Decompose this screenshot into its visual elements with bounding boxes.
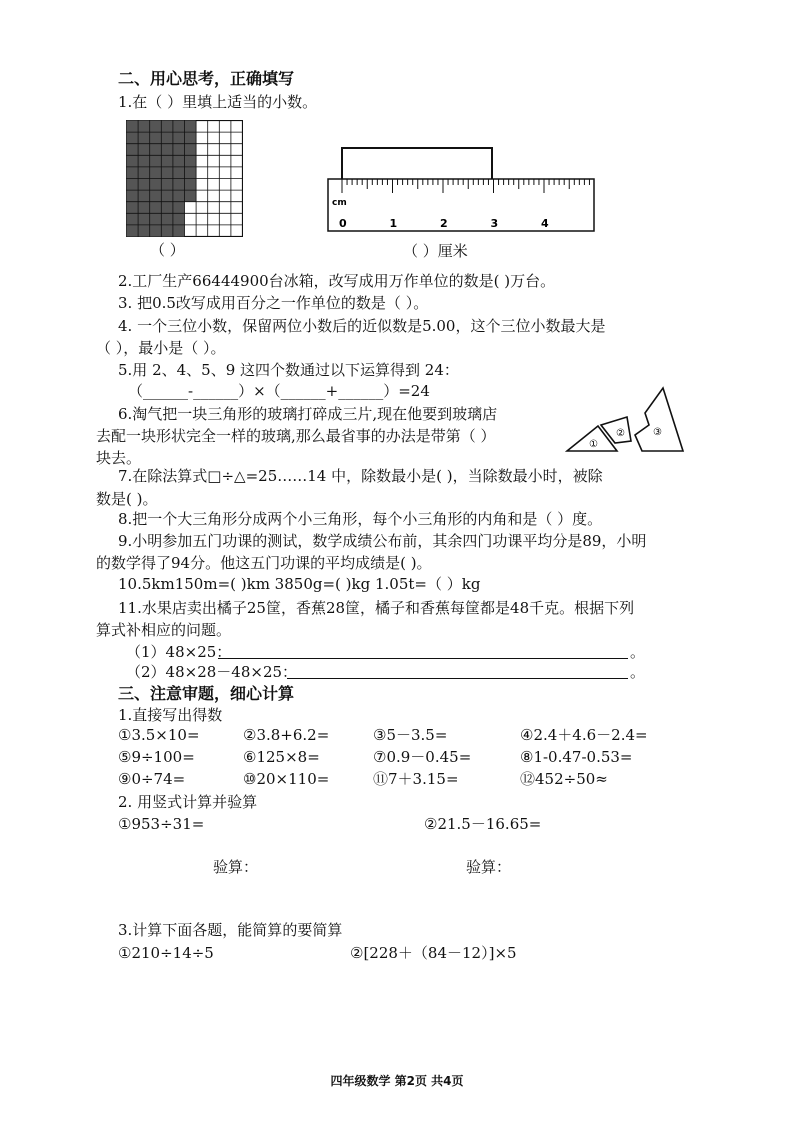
question-11-line-2: 算式补相应的问题。 (96, 621, 232, 639)
question-7-line-2: 数是( )。 (96, 490, 158, 508)
check-label-a: 验算： (213, 858, 259, 876)
ruler-figure (325, 143, 597, 235)
ruler-unit-label: cm (332, 198, 347, 208)
question-5-expression: （______-______）×（______+______）=24 (128, 382, 430, 400)
calc-item: ⑤9÷100= (118, 748, 195, 766)
calc-item: ⑩20×110= (243, 770, 330, 788)
calc-item: ⑨0÷74= (118, 770, 186, 788)
question-6-line-1: 6.淘气把一块三角形的玻璃打碎成三片,现在他要到玻璃店 (118, 405, 498, 423)
calc-item: ⑦0.9－0.45= (373, 748, 472, 766)
practice-3-a: ①210÷14÷5 (118, 944, 214, 962)
practice-3-title: 3.计算下面各题，能简算的要简算 (118, 921, 343, 939)
calc-item: ②3.8+6.2= (243, 726, 330, 744)
question-4-line-2: （ ），最小是（ ）。 (96, 339, 226, 357)
question-11-part-1-end: 。 (630, 643, 646, 661)
hundred-grid-figure (126, 120, 243, 237)
ruler-tick-label: 3 (490, 217, 499, 230)
piece-3-label: ③ (653, 427, 662, 438)
check-label-b: 验算： (466, 858, 512, 876)
question-11-part-1-answer-line[interactable] (218, 658, 628, 659)
question-3: 3. 把0.5改写成用百分之一作单位的数是（ ）。 (118, 294, 429, 312)
calc-item: ①3.5×10= (118, 726, 200, 744)
question-11-part-2-answer-line[interactable] (287, 678, 628, 679)
page-footer: 四年级数学 第2页 共4页 (330, 1074, 464, 1088)
practice-2-a: ①953÷31= (118, 815, 205, 833)
section-2-heading: 二、用心思考，正确填写 (118, 69, 295, 88)
question-1: 1.在（ ）里填上适当的小数。 (118, 93, 318, 111)
broken-triangle-figure (565, 385, 685, 455)
ruler-tick-label: 4 (541, 217, 549, 230)
question-7-line-1: 7.在除法算式□÷△=25……14 中，除数最小是( )，当除数最小时，被除 (118, 467, 603, 485)
practice-2-title: 2. 用竖式计算并验算 (118, 793, 258, 811)
ruler-tick-label: 0 (339, 217, 347, 230)
question-9-line-2: 的数学得了94分。他这五门功课的平均成绩是( )。 (96, 554, 432, 572)
practice-1-title: 1.直接写出得数 (118, 706, 223, 724)
question-2: 2.工厂生产66444900台冰箱，改写成用万作单位的数是( )万台。 (118, 272, 556, 290)
calc-item: ⑧1-0.47-0.53= (520, 748, 633, 766)
calc-item: ⑫452÷50≈ (520, 770, 608, 788)
question-6-line-2: 去配一块形状完全一样的玻璃,那么最省事的办法是带第（ ） (96, 427, 496, 445)
ruler-tick-label: 2 (440, 217, 448, 230)
question-11-part-1-label: （1）48×25： (126, 643, 232, 661)
question-9-line-1: 9.小明参加五门功课的测试，数学成绩公布前，其余四门功课平均分是89，小明 (118, 532, 647, 550)
calc-item: ③5－3.5= (373, 726, 448, 744)
question-11-part-2-label: （2）48×28－48×25： (126, 663, 298, 681)
calc-item: ⑪7＋3.15= (373, 770, 459, 788)
question-6-line-3: 块去。 (96, 449, 142, 467)
calc-item: ⑥125×8= (243, 748, 320, 766)
ruler-tick-label: 1 (389, 217, 398, 230)
question-4-line-1: 4. 一个三位小数，保留两位小数后的近似数是5.00，这个三位小数最大是 (118, 317, 606, 335)
piece-2-label: ② (616, 428, 625, 439)
ruler-answer-blank[interactable]: （ ）厘米 (403, 242, 468, 260)
practice-3-b: ②[228＋（84－12）]×5 (350, 944, 517, 962)
question-5-line-1: 5.用 2、4、5、9 这四个数通过以下运算得到 24： (118, 361, 459, 379)
practice-2-b: ②21.5－16.65= (424, 815, 542, 833)
question-8: 8.把一个大三角形分成两个小三角形，每个小三角形的内角和是（ ）度。 (118, 510, 603, 528)
grid-answer-blank[interactable]: （ ） (150, 241, 185, 259)
piece-1-label: ① (589, 439, 598, 450)
calc-item: ④2.4＋4.6－2.4= (520, 726, 648, 744)
question-11-part-2-end: 。 (630, 663, 646, 681)
section-3-heading: 三、注意审题，细心计算 (118, 684, 295, 703)
question-11-line-1: 11.水果店卖出橘子25筐，香蕉28筐，橘子和香蕉每筐都是48千克。根据下列 (118, 599, 635, 617)
question-10: 10.5km150m=( )km 3850g=( )kg 1.05t=（ ）kg (118, 575, 481, 593)
